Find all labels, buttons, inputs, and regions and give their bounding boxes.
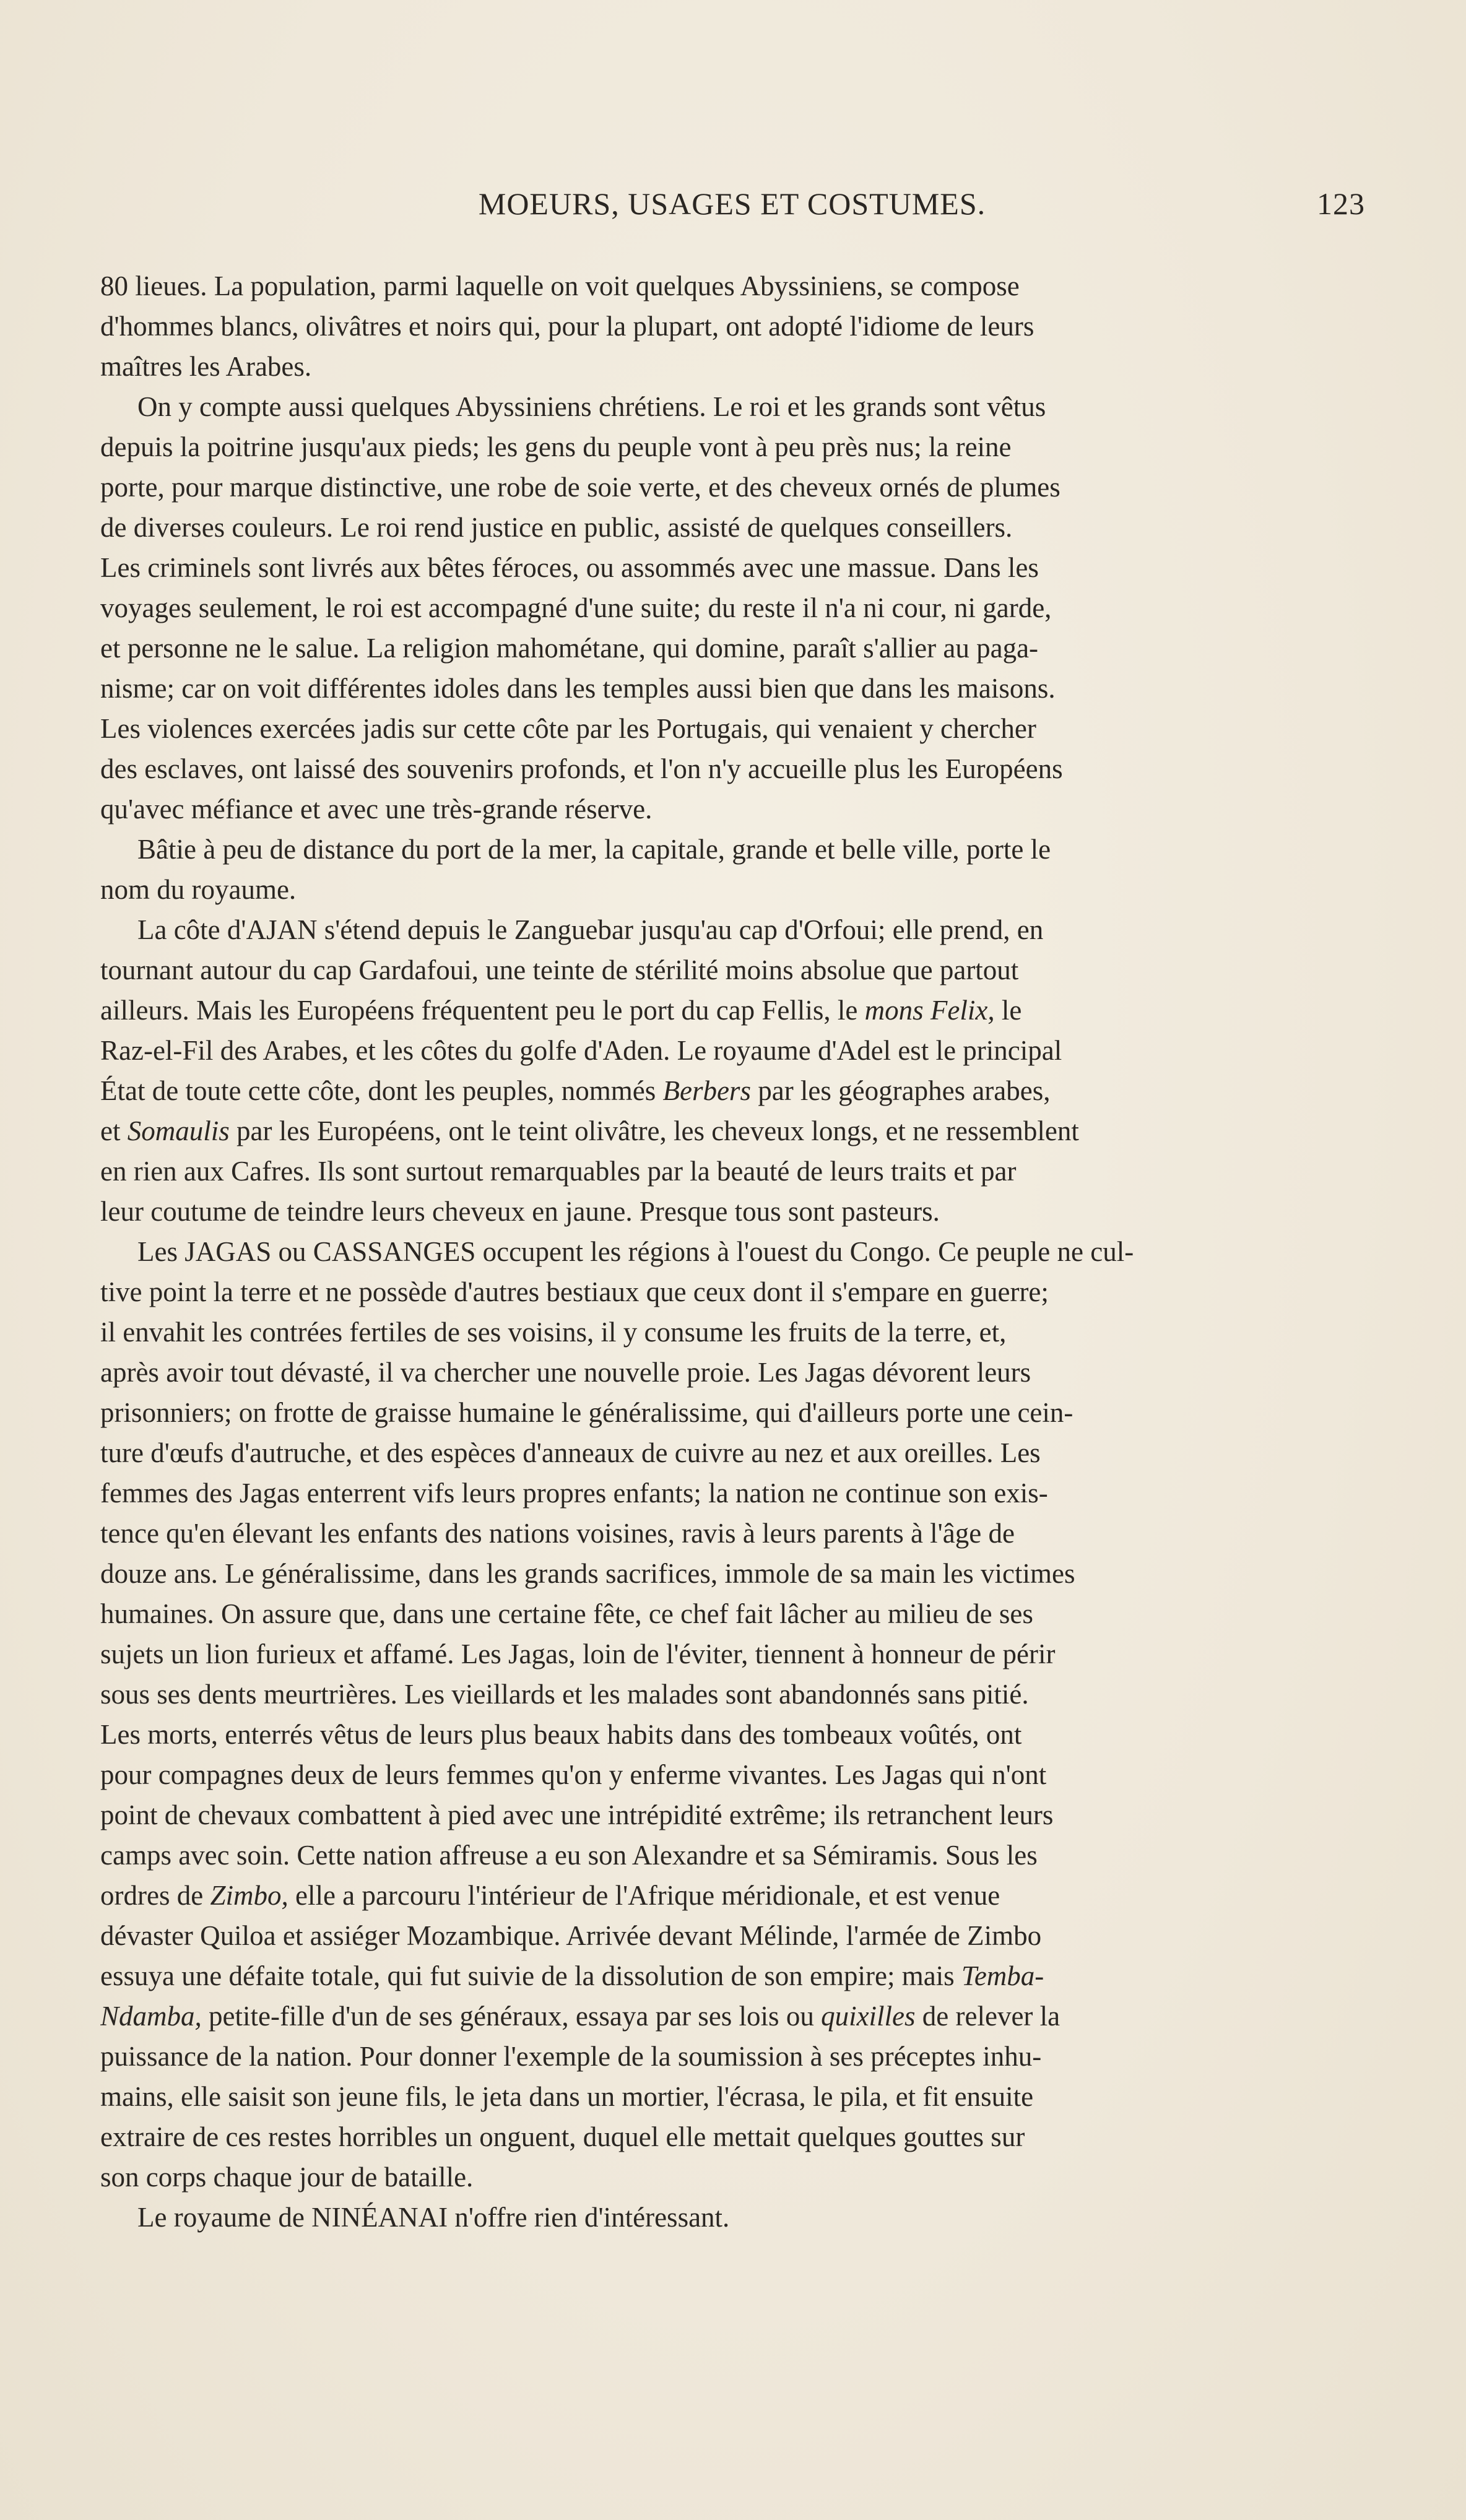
text-line <box>100 709 1366 749</box>
text-span: dévaster Quiloa et assiéger Mozambique. Arrivée devant Mélinde, l'armée de Zimbo <box>100 1920 1042 1951</box>
text-line <box>100 1956 1366 1996</box>
text-line <box>100 1835 1366 1876</box>
text-span: point de chevaux combattent à pied avec une intrépidité extrême; ils retranchent leurs <box>100 1799 1054 1830</box>
text-line <box>100 990 1366 1031</box>
text-span: mains, elle saisit son jeune fils, le jeta dans un mortier, l'écrasa, le pila, et fit ensuite <box>100 2081 1034 2112</box>
text-span: nisme; car on voit différentes idoles dans les temples aussi bien que dans les maisons. <box>100 673 1056 704</box>
text-line <box>100 1594 1366 1634</box>
people-name-cassanges: CASSANGES <box>313 1236 476 1267</box>
text-span: tence qu'en élevant les enfants des nations voisines, ravis à leurs parents à l'âge de <box>100 1518 1015 1549</box>
text-line <box>100 749 1366 789</box>
text-line <box>100 2157 1366 2197</box>
text-span: occupent les régions à l'ouest du Congo. Ce peuple ne cul- <box>475 1236 1134 1267</box>
text-span: sous ses dents meurtrières. Les vieillards et les malades sont abandonnés sans pitié. <box>100 1679 1029 1710</box>
text-span: et <box>100 1115 128 1146</box>
text-line <box>100 1634 1366 1674</box>
text-line <box>100 1433 1366 1473</box>
text-span: douze ans. Le généralissime, dans les grands sacrifices, immole de sa main les victimes <box>100 1558 1075 1589</box>
kingdom-name-nineanai: NINÉANAI <box>311 2202 448 2233</box>
text-span: On y compte aussi quelques Abyssiniens chrétiens. Le roi et les grands sont vêtus <box>137 391 1046 422</box>
text-span: 80 lieues. La population, parmi laquelle on voit quelques Abyssiniens, se compose <box>100 271 1020 301</box>
text-span: Bâtie à peu de distance du port de la mer, la capitale, grande et belle ville, porte le <box>137 834 1051 865</box>
italic-term: Temba- <box>961 1960 1044 1991</box>
text-span: elle a parcouru l'intérieur de l'Afrique méridionale, et est venue <box>288 1880 1000 1911</box>
italic-term: Zimbo, <box>210 1880 288 1911</box>
text-span: petite-fille d'un de ses généraux, essaya par ses lois ou <box>201 2001 822 2032</box>
text-line <box>100 1554 1366 1594</box>
text-span: le <box>994 995 1022 1026</box>
text-line <box>100 548 1366 588</box>
text-span: depuis la poitrine jusqu'aux pieds; les gens du peuple vont à peu près nus; la reine <box>100 431 1012 462</box>
text-span: porte, pour marque distinctive, une robe de soie verte, et des cheveux ornés de plumes <box>100 472 1060 503</box>
text-span: il envahit les contrées fertiles de ses voisins, il y consume les fruits de la terre, et, <box>100 1317 1007 1348</box>
text-line <box>100 2077 1366 2117</box>
text-line <box>100 1232 1366 1272</box>
text-span: Les criminels sont livrés aux bêtes féroces, ou assommés avec une massue. Dans les <box>100 552 1039 583</box>
text-span: ordres de <box>100 1880 210 1911</box>
text-line <box>100 306 1366 347</box>
text-line <box>100 2117 1366 2157</box>
text-line <box>100 1312 1366 1353</box>
text-span: Raz-el-Fil des Arabes, et les côtes du golfe d'Aden. Le royaume d'Adel est le principal <box>100 1035 1062 1066</box>
text-span: et personne ne le salue. La religion mahométane, qui domine, paraît s'allier au paga- <box>100 633 1039 664</box>
text-line <box>100 1876 1366 1916</box>
text-line <box>100 347 1366 387</box>
text-span: qu'avec méfiance et avec une très-grande réserve. <box>100 794 653 825</box>
text-line <box>100 669 1366 709</box>
text-line <box>100 1513 1366 1554</box>
text-line <box>100 1393 1366 1433</box>
text-line <box>100 427 1366 467</box>
text-span: humaines. On assure que, dans une certaine fête, ce chef fait lâcher au milieu de ses <box>100 1598 1033 1629</box>
text-span: Le royaume de <box>137 2202 312 2233</box>
running-head <box>99 186 1365 235</box>
text-line <box>100 789 1366 829</box>
text-span: essuya une défaite totale, qui fut suivie de la dissolution de son empire; mais <box>100 1960 961 1991</box>
text-span: prisonniers; on frotte de graisse humaine le généralissime, qui d'ailleurs porte une cein- <box>100 1397 1073 1428</box>
text-span: par les géographes arabes, <box>750 1075 1051 1106</box>
text-span: après avoir tout dévasté, il va chercher une nouvelle proie. Les Jagas dévorent leurs <box>100 1357 1031 1388</box>
text-span: Les morts, enterrés vêtus de leurs plus beaux habits dans des tombeaux voûtés, ont <box>100 1719 1022 1750</box>
text-span: extraire de ces restes horribles un onguent, duquel elle mettait quelques gouttes sur <box>100 2121 1025 2152</box>
text-line <box>100 387 1366 427</box>
text-line <box>100 1916 1366 1956</box>
text-span: sujets un lion furieux et affamé. Les Jagas, loin de l'éviter, tiennent à honneur de périr <box>100 1639 1056 1669</box>
text-span: d'hommes blancs, olivâtres et noirs qui, pour la plupart, ont adopté l'idiome de leurs <box>100 311 1034 342</box>
text-line <box>100 1795 1366 1835</box>
text-line <box>100 1151 1366 1192</box>
text-span: par les Européens, ont le teint olivâtre, les cheveux longs, et ne ressemblent <box>229 1115 1079 1146</box>
text-span: femmes des Jagas enterrent vifs leurs propres enfants; la nation ne continue son exis- <box>100 1478 1048 1509</box>
text-line <box>100 508 1366 548</box>
text-line <box>100 1674 1366 1715</box>
text-line <box>100 1071 1366 1111</box>
italic-term: Berbers <box>662 1075 751 1106</box>
text-span: leur coutume de teindre leurs cheveux en jaune. Presque tous sont pasteurs. <box>100 1196 940 1227</box>
text-line <box>100 1715 1366 1755</box>
text-line <box>100 2037 1366 2077</box>
people-name-jagas: JAGAS <box>184 1236 272 1267</box>
text-span: des esclaves, ont laissé des souvenirs profonds, et l'on n'y accueille plus les Européens <box>100 753 1063 784</box>
text-line <box>100 1353 1366 1393</box>
italic-term: quixilles <box>821 2001 916 2032</box>
text-line <box>100 2197 1366 2238</box>
page-title: MOEURS, USAGES ET COSTUMES. <box>478 186 986 221</box>
text-line <box>100 1192 1366 1232</box>
text-line <box>100 1473 1366 1513</box>
page-number: 123 <box>1317 186 1365 221</box>
text-span: pour compagnes deux de leurs femmes qu'on y enferme vivantes. Les Jagas qui n'ont <box>100 1759 1047 1790</box>
text-line <box>100 628 1366 669</box>
text-line <box>100 910 1366 950</box>
text-line <box>100 1272 1366 1312</box>
text-span: maîtres les Arabes. <box>100 351 312 382</box>
text-span: ture d'œufs d'autruche, et des espèces d'anneaux de cuivre au nez et aux oreilles. Les <box>100 1437 1041 1468</box>
text-line <box>100 950 1366 990</box>
text-line <box>100 1755 1366 1795</box>
text-span: puissance de la nation. Pour donner l'exemple de la soumission à ses préceptes inhu- <box>100 2041 1042 2072</box>
text-span: de relever la <box>915 2001 1060 2032</box>
text-span: n'offre rien d'intéressant. <box>448 2202 730 2233</box>
text-span: son corps chaque jour de bataille. <box>100 2162 474 2193</box>
text-span: La côte d' <box>137 914 246 945</box>
text-span: Les violences exercées jadis sur cette côte par les Portugais, qui venaient y chercher <box>100 713 1036 744</box>
text-span: camps avec soin. Cette nation affreuse a eu son Alexandre et sa Sémiramis. Sous les <box>100 1840 1038 1871</box>
text-span: s'étend depuis le Zanguebar jusqu'au cap d'Orfoui; elle prend, en <box>317 914 1044 945</box>
text-span: en rien aux Cafres. Ils sont surtout remarquables par la beauté de leurs traits et par <box>100 1156 1017 1187</box>
text-span: État de toute cette côte, dont les peuples, nommés <box>100 1075 663 1106</box>
text-span: nom du royaume. <box>100 874 297 905</box>
text-span: ailleurs. Mais les Européens fréquentent peu le port du cap Fellis, le <box>100 995 865 1026</box>
text-span: de diverses couleurs. Le roi rend justice en public, assisté de quelques conseillers. <box>100 512 1013 543</box>
text-span: ou <box>271 1236 313 1267</box>
text-line <box>100 266 1366 306</box>
italic-term: Ndamba, <box>100 2001 202 2032</box>
text-line <box>100 588 1366 628</box>
text-line <box>100 829 1366 870</box>
text-span: tournant autour du cap Gardafoui, une teinte de stérilité moins absolue que partout <box>100 955 1019 985</box>
italic-term: mons Felix, <box>864 995 995 1026</box>
text-span: voyages seulement, le roi est accompagné d'une suite; du reste il n'a ni cour, ni garde, <box>100 592 1052 623</box>
text-line <box>100 1031 1366 1071</box>
text-span: Les <box>137 1236 185 1267</box>
text-line <box>100 1996 1366 2037</box>
italic-term: Somaulis <box>127 1115 230 1146</box>
body-text <box>100 266 1366 2238</box>
text-line <box>100 1111 1366 1151</box>
text-span: tive point la terre et ne possède d'autres bestiaux que ceux dont il s'empare en guerre; <box>100 1276 1049 1307</box>
place-name-ajan: AJAN <box>246 914 318 945</box>
text-line <box>100 870 1366 910</box>
text-line <box>100 467 1366 508</box>
